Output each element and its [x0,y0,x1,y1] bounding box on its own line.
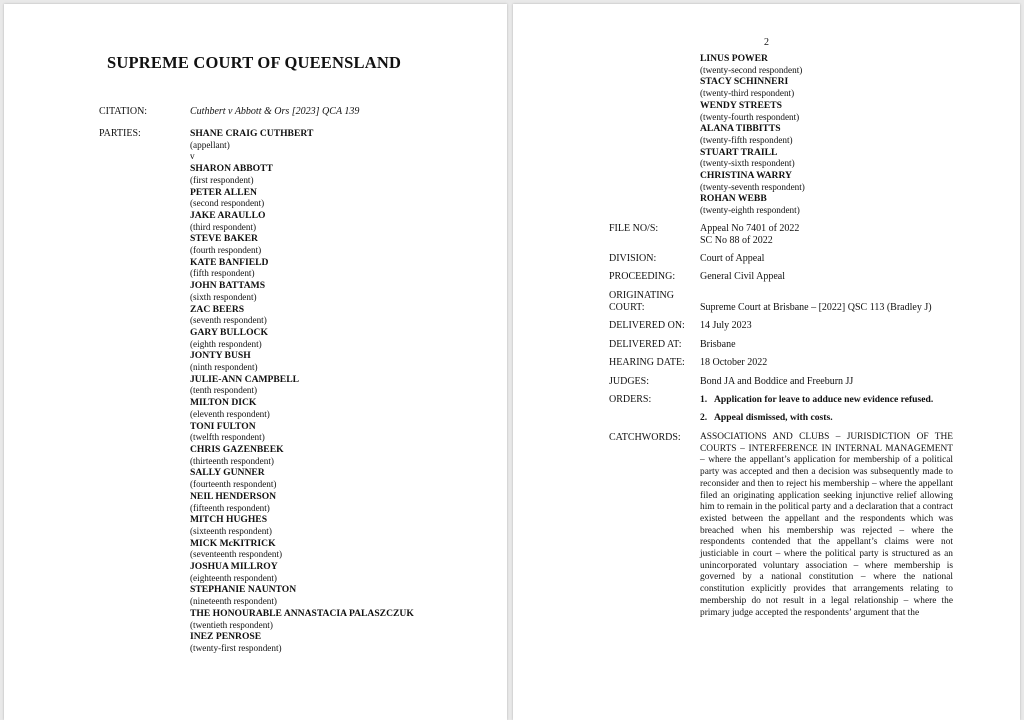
party-name: MICK McKITRICK [190,537,276,549]
catchwords-text: ASSOCIATIONS AND CLUBS – JURISDICTION OF THE COURTS – INTERFERENCE IN INTERNAL MANAGEMENT – where the appellant’s application for membership of a political party was accepted and then a decision was subsequently made to reconsider and then to reject his membership – where the appellant filed an originating application seeking injunctive relief allowing him to remain in the political party and a declaration that a contract existed between the appellant and the respondents which was breached when his membership was rejected – where the respondents contended that the appellant’s claims were not justiciable in court – where the political party is structured as an unincorporated voluntary association – where membership is governed by a national constitution – where the national constitution explicitly provides that arrangements relating to membership do not result in a legal relationship – where the primary judge accepted the respondents’ argument that the [700,432,953,618]
party-name: MITCH HUGHES [190,514,268,526]
order-text: Appeal dismissed, with costs. [714,412,833,423]
party-entry [190,421,490,444]
party-entry [190,304,490,327]
file-no-line-1: Appeal No 7401 of 2022 [700,223,800,234]
party-entry [190,128,490,151]
party-role: (seventh respondent) [190,315,267,326]
party-name: SHANE CRAIG CUTHBERT [190,128,314,139]
party-role: (fifth respondent) [190,268,255,279]
judges-value: Bond JA and Boddice and Freeburn JJ [700,376,854,387]
judges-label: JUDGES: [609,376,650,387]
party-role: (eleventh respondent) [190,408,270,419]
party-name: JAKE ARAULLO [190,209,266,221]
party-role: (ninth respondent) [190,362,258,373]
party-entry [190,631,490,654]
delivered-on-value: 14 July 2023 [700,320,752,331]
party-entry [190,584,490,607]
file-no-line-2: SC No 88 of 2022 [700,235,773,246]
order-number: 1. [700,394,708,405]
document-page-1 [4,4,507,720]
party-name: JOHN BATTAMS [190,280,266,292]
party-entry [190,514,490,537]
delivered-at-label: DELIVERED AT: [609,339,682,350]
division-value: Court of Appeal [700,253,765,264]
catchwords-label: CATCHWORDS: [609,432,681,443]
page-number: 2 [764,37,769,48]
party-role: (thirteenth respondent) [190,455,274,466]
party-name: ALANA TIBBITTS [700,123,781,135]
party-name: ZAC BEERS [190,303,245,315]
party-role: (appellant) [190,139,230,150]
party-entry [190,210,490,233]
party-role: (twenty-third respondent) [700,88,795,99]
party-entry [190,561,490,584]
party-name: SHARON ABBOTT [190,163,273,175]
party-role: (twenty-first respondent) [190,642,282,653]
party-role: (twelfth respondent) [190,432,265,443]
party-entry [700,123,1000,146]
file-no-label: FILE NO/S: [609,223,659,234]
party-entry [190,280,490,303]
party-entry [190,608,490,631]
party-entry [190,467,490,490]
party-role: (twenty-sixth respondent) [700,158,795,169]
party-entry [190,538,490,561]
party-entry [700,100,1000,123]
party-entry [700,147,1000,170]
party-name: STACY SCHINNERI [700,76,789,88]
party-role: (fourteenth respondent) [190,479,277,490]
party-role: (twenty-eighth respondent) [700,205,800,216]
party-name: LINUS POWER [700,53,768,64]
party-name: STUART TRAILL [700,146,778,158]
party-name: JOSHUA MILLROY [190,561,278,573]
order-item-2 [700,412,970,424]
parties-label: PARTIES: [99,128,141,139]
party-role: (first respondent) [190,174,254,185]
party-name: STEPHANIE NAUNTON [190,584,297,596]
party-entry [190,374,490,397]
party-list-page-1 [190,128,490,655]
party-role: (twentieth respondent) [190,619,273,630]
party-role: (eighth respondent) [190,338,262,349]
party-name: THE HONOURABLE ANNASTACIA PALASZCZUK [190,607,414,619]
party-role: (twenty-seventh respondent) [700,181,805,192]
party-role: (twenty-fifth respondent) [700,134,793,145]
delivered-at-value: Brisbane [700,339,736,350]
party-name: GARY BULLOCK [190,326,268,338]
party-role: (second respondent) [190,198,265,209]
orders-list [700,394,970,430]
party-role: (sixth respondent) [190,291,257,302]
party-role: (sixteenth respondent) [190,525,272,536]
originating-value: Supreme Court at Brisbane – [2022] QSC 113 (Bradley J) [700,302,932,313]
party-name: TONI FULTON [190,420,256,432]
order-item-1 [700,394,970,406]
court-title: SUPREME COURT OF QUEENSLAND [107,53,402,72]
originating-label-2: COURT: [609,302,645,313]
order-number: 2. [700,412,708,423]
party-entry [190,233,490,256]
party-entry [190,491,490,514]
citation-label: CITATION: [99,106,148,117]
proceeding-label: PROCEEDING: [609,271,676,282]
party-entry [700,76,1000,99]
party-role: (twenty-fourth respondent) [700,111,800,122]
party-name: INEZ PENROSE [190,631,262,643]
party-entry [190,350,490,373]
party-name: WENDY STREETS [700,99,783,111]
party-role: (eighteenth respondent) [190,572,277,583]
party-name: PETER ALLEN [190,186,257,198]
party-entry [190,397,490,420]
proceeding-value: General Civil Appeal [700,271,785,282]
document-page-2 [513,4,1020,720]
party-entry [190,187,490,210]
party-name: JULIE-ANN CAMPBELL [190,373,300,385]
party-entry [190,257,490,280]
party-entry [190,151,490,163]
division-label: DIVISION: [609,253,657,264]
citation-value: Cuthbert v Abbott & Ors [2023] QCA 139 [190,106,360,117]
party-entry [700,53,1000,76]
hearing-date-value: 18 October 2022 [700,357,768,368]
party-name: MILTON DICK [190,397,257,409]
party-role: (tenth respondent) [190,385,258,396]
party-name: STEVE BAKER [190,233,258,245]
party-name: ROHAN WEBB [700,193,767,205]
party-entry [190,444,490,467]
party-name: NEIL HENDERSON [190,490,277,502]
party-name: CHRIS GAZENBEEK [190,443,284,455]
party-role: (third respondent) [190,221,257,232]
order-text: Application for leave to adduce new evidence refused. [714,394,934,405]
party-role: (seventeenth respondent) [190,549,283,560]
versus-text: v [190,151,195,162]
party-entry [190,327,490,350]
party-name: KATE BANFIELD [190,256,269,268]
party-role: (twenty-second respondent) [700,64,803,75]
delivered-on-label: DELIVERED ON: [609,320,685,331]
party-role: (nineteenth respondent) [190,596,277,607]
party-name: JONTY BUSH [190,350,251,362]
party-list-page-2 [700,53,1000,217]
party-role: (fifteenth respondent) [190,502,270,513]
originating-label-1: ORIGINATING [609,290,674,301]
party-name: SALLY GUNNER [190,467,265,479]
hearing-date-label: HEARING DATE: [609,357,685,368]
party-name: CHRISTINA WARRY [700,170,792,182]
orders-label: ORDERS: [609,394,652,405]
party-role: (fourth respondent) [190,245,262,256]
party-entry [700,193,1000,216]
party-entry [700,170,1000,193]
party-entry [190,163,490,186]
